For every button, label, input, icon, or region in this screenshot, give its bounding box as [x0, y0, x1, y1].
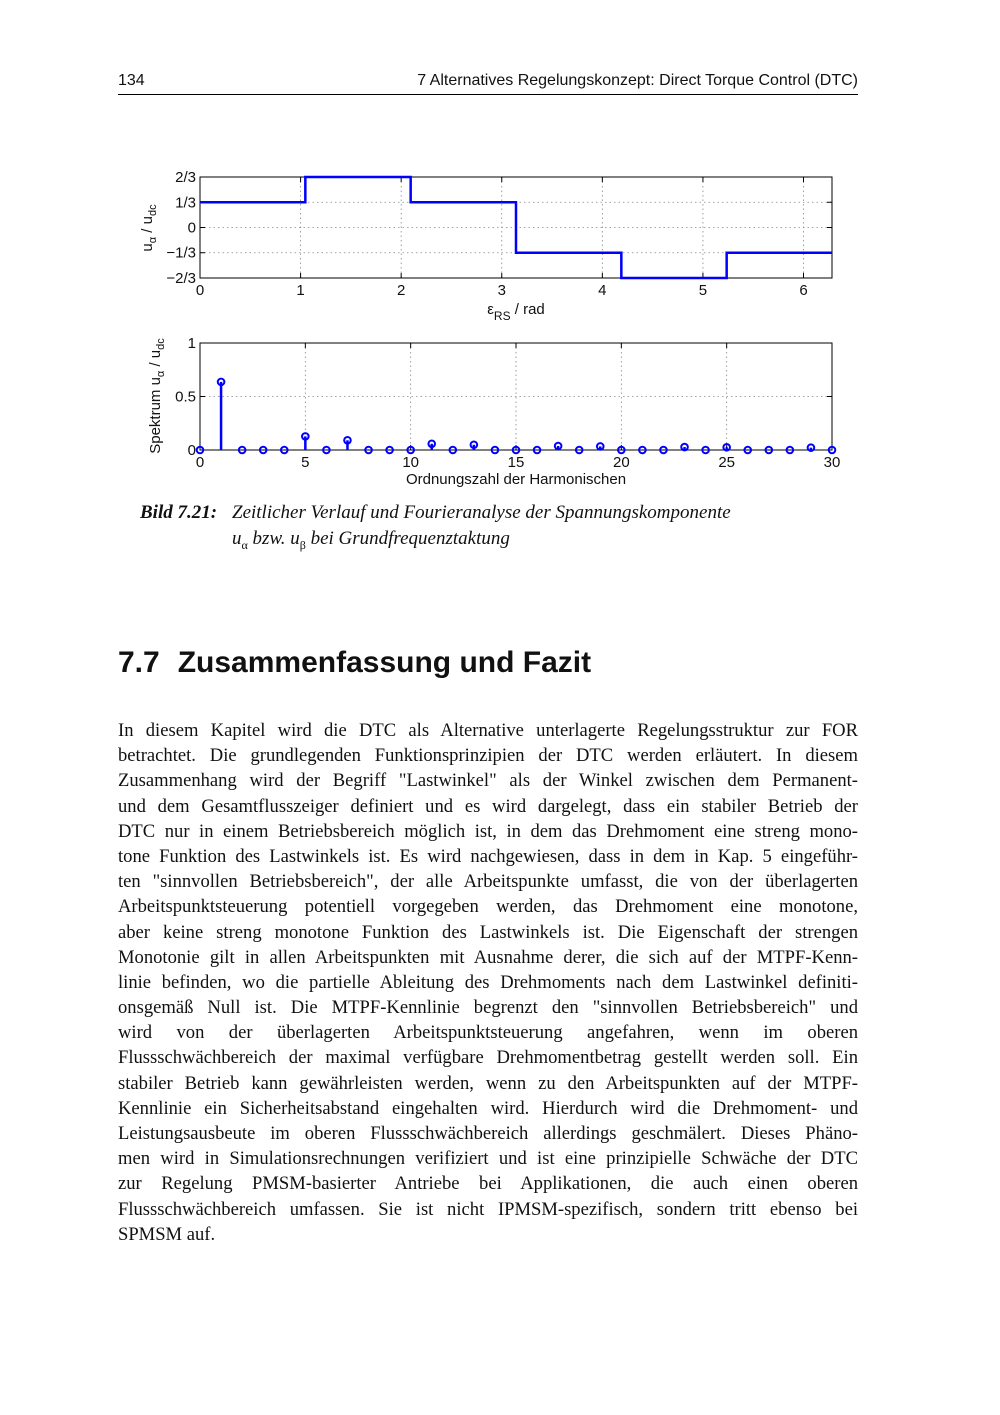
- section-heading: [118, 646, 591, 680]
- y-tick-label: 0: [187, 442, 196, 459]
- running-title: 7 Alternatives Regelungskonzept: Direct Torque Control (DTC): [417, 72, 858, 89]
- y-tick-label: 1/3: [175, 194, 196, 212]
- x-tick-label: 3: [497, 282, 506, 299]
- x-tick-label: 5: [698, 282, 708, 299]
- y-tick-label: −1/3: [166, 244, 196, 262]
- chart-spectrum: [147, 335, 840, 488]
- x-axis-label-part: ε: [487, 301, 494, 318]
- y-axis-label-part: α: [147, 236, 159, 244]
- paragraph-line: stabiler Betrieb kann gewährleisten werden, wenn zu den Arbeitspunkten auf der MTPF-: [118, 1072, 858, 1094]
- page-number: 134: [118, 72, 145, 89]
- x-tick-label: 25: [718, 454, 736, 471]
- x-tick-label: 6: [799, 282, 808, 299]
- x-tick-label: 15: [507, 454, 525, 471]
- y-axis-label-part: / u: [147, 349, 164, 371]
- y-axis-label-part: dc: [155, 338, 167, 350]
- caption-u-alpha: u: [232, 528, 242, 549]
- paragraph-line: wird von der überlagerten Arbeitspunktsteuerung angefahren, wenn im oberen: [118, 1022, 858, 1044]
- y-axis-label-part: / u: [139, 216, 156, 237]
- y-axis-label-part: Spektrum u: [147, 377, 164, 454]
- y-axis-label-part: α: [155, 370, 167, 378]
- paragraph-line: In diesem Kapitel wird die DTC als Alternative unterlagerte Regelungsstruktur zur FOR: [118, 720, 858, 741]
- paragraph-line: zur Regelung PMSM-basierter Antriebe bei Applikationen, die auch einen oberen: [118, 1173, 858, 1195]
- paragraph-line: men wird in Simulationsrechnungen verifiziert und ist eine prinzipielle Schwäche der DTC: [118, 1148, 858, 1170]
- caption-sub-beta: β: [299, 537, 306, 552]
- y-tick-label: 2/3: [175, 169, 196, 186]
- caption-sub-alpha: α: [241, 537, 248, 552]
- y-tick-label: 1: [187, 335, 196, 352]
- paragraph-line: betrachtet. Die grundlegenden Funktionsprinzipien der DTC werden erläutert. In diesem: [118, 745, 858, 767]
- caption-end: bei Grundfrequenztaktung: [305, 528, 510, 549]
- y-axis-label: [139, 204, 159, 252]
- paragraph-line: Flussschwächbereich umfassen. Sie ist nicht IPMSM-spezifisch, sondern tritt ebenso bei: [118, 1198, 858, 1220]
- x-axis-label: [487, 301, 545, 323]
- paragraph-line: linie befinden, wo die partielle Ableitung des Drehmoments nach dem Lastwinkel definiti-: [118, 971, 858, 993]
- y-axis-label-part: u: [139, 243, 156, 252]
- y-axis-label-part: dc: [147, 204, 159, 217]
- x-axis-label-part: / rad: [510, 301, 545, 318]
- paragraph-line: Monotonie gilt in allen Arbeitspunkten mit Ausnahme derer, die sich auf der MTPF-Kenn-: [118, 946, 858, 968]
- caption-u-beta: u: [290, 528, 300, 549]
- x-tick-label: 2: [396, 282, 406, 299]
- paragraph-line: aber keine streng monotone Funktion des Lastwinkels ist. Die Eigenschaft der strengen: [118, 921, 858, 943]
- x-tick-label: 10: [402, 454, 420, 471]
- paragraph-line: SPMSM auf.: [118, 1223, 216, 1245]
- x-axis-label-part: RS: [493, 309, 511, 323]
- x-tick-label: 0: [195, 282, 205, 299]
- x-tick-label: 4: [598, 282, 607, 299]
- caption-label: Bild 7.21:: [140, 502, 218, 523]
- caption-mid: bzw.: [247, 528, 291, 549]
- x-tick-label: 30: [823, 454, 841, 471]
- x-tick-label: 20: [612, 454, 630, 471]
- paragraph-line: Leistungsausbeute im oberen Flussschwächbereich allerdings geschmälert. Dieses Phäno-: [118, 1123, 858, 1144]
- paragraph-line: onsgemäß Null ist. Die MTPF-Kennlinie begrenzt den "sinnvollen Betriebsbereich" und: [118, 997, 858, 1019]
- summary-paragraph: [118, 718, 858, 1247]
- paragraph-line: und dem Gesamtflusszeiger definiert und es wird dargelegt, dass ein stabiler Betrieb der: [118, 795, 858, 817]
- x-tick-label: 5: [301, 454, 310, 471]
- figure-caption: [140, 500, 840, 558]
- paragraph-line: Flussschwächbereich der maximal verfügbare Drehmomentbetrag gestellt werden soll. Ein: [118, 1047, 858, 1069]
- chart-time-course: [139, 169, 832, 323]
- paragraph-line: tone Funktion des Lastwinkels ist. Es wird nachgewiesen, dass in dem in Kap. 5 eingeführ-: [118, 845, 858, 867]
- y-tick-label: 0: [187, 219, 196, 237]
- paragraph-line: DTC nur in einem Betriebsbereich möglich ist, in dem das Drehmoment eine streng mono-: [118, 820, 858, 842]
- y-tick-label: −2/3: [166, 270, 196, 287]
- section-number: 7.7: [118, 646, 160, 679]
- section-title: Zusammenfassung und Fazit: [177, 646, 592, 679]
- figure-7-21: [0, 0, 1000, 500]
- y-axis-label: [147, 338, 167, 454]
- x-tick-label: 1: [296, 282, 305, 299]
- paragraph-line: Zusammenhang wird der Begriff "Lastwinkel" als der Winkel zwischen dem Permanent-: [118, 770, 858, 792]
- paragraph-line: Arbeitspunktsteuerung potentiell vorgegeben werden, das Drehmoment eine monotone,: [118, 896, 858, 918]
- caption-line-1: Zeitlicher Verlauf und Fourieranalyse der Spannungskomponente: [232, 502, 731, 523]
- x-axis-label: Ordnungszahl der Harmonischen: [405, 471, 627, 488]
- paragraph-line: ten "sinnvollen Betriebsbereich", der alle Arbeitspunkte umfasst, die von der überlagerten: [118, 871, 858, 893]
- paragraph-line: Kennlinie ein Sicherheitsabstand eingehalten wird. Hierdurch wird die Drehmoment- und: [118, 1097, 858, 1119]
- x-tick-label: 0: [195, 454, 205, 471]
- y-tick-label: 0.5: [175, 388, 196, 406]
